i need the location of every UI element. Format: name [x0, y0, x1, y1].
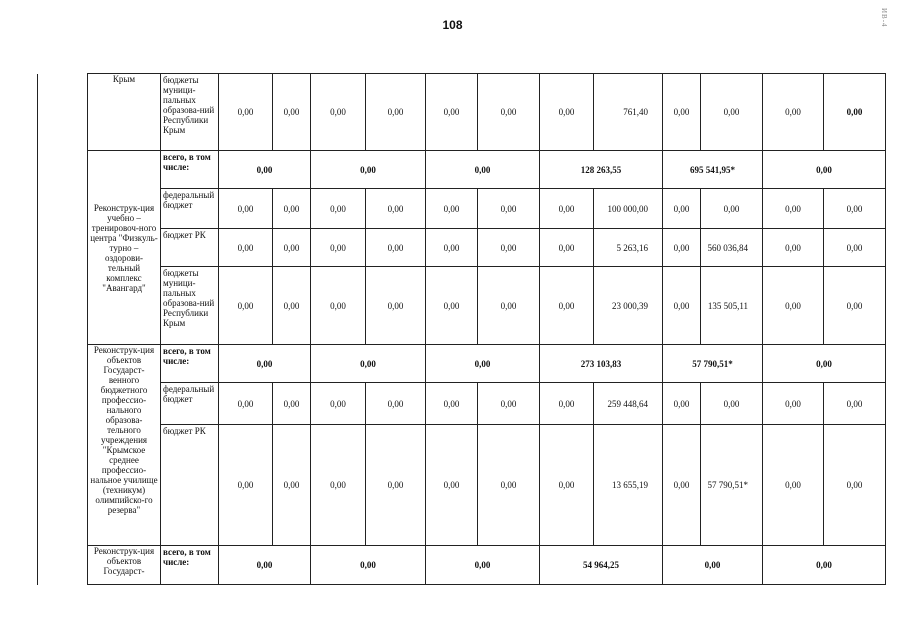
table-row [38, 546, 886, 585]
value-cell: 57 790,51* [701, 425, 763, 546]
value-cell: 0,00 [366, 189, 426, 229]
source-cell: бюджет РК [161, 229, 219, 267]
value-cell: 0,00 [311, 383, 366, 425]
table-row [38, 267, 886, 345]
total-cell: 54 964,25 [540, 546, 663, 585]
value-cell: 0,00 [219, 383, 273, 425]
value-cell: 0,00 [540, 267, 594, 345]
value-cell: 0,00 [540, 383, 594, 425]
source-cell: бюджет РК [161, 425, 219, 546]
value-cell: 100 000,00 [594, 189, 663, 229]
value-cell: 0,00 [478, 74, 540, 151]
value-cell: 0,00 [540, 229, 594, 267]
value-cell: 0,00 [824, 383, 886, 425]
page-number: 108 [442, 18, 463, 32]
value-cell: 0,00 [273, 74, 311, 151]
total-cell: 273 103,83 [540, 345, 663, 383]
value-cell: 0,00 [478, 189, 540, 229]
total-cell: 128 263,55 [540, 151, 663, 189]
value-cell: 0,00 [478, 267, 540, 345]
table-row [38, 383, 886, 425]
total-cell: 0,00 [663, 546, 763, 585]
value-cell: 0,00 [273, 189, 311, 229]
value-cell: 0,00 [663, 267, 701, 345]
value-cell: 0,00 [663, 74, 701, 151]
source-cell: всего, в том числе: [161, 151, 219, 189]
total-cell: 0,00 [219, 345, 311, 383]
total-cell: 0,00 [219, 546, 311, 585]
value-cell: 0,00 [366, 425, 426, 546]
value-cell: 0,00 [478, 229, 540, 267]
source-cell: бюджеты муници-пальных образова-ний Республики Крым [161, 74, 219, 151]
value-cell: 0,00 [824, 229, 886, 267]
value-cell: 13 655,19 [594, 425, 663, 546]
value-cell: 560 036,84 [701, 229, 763, 267]
value-cell: 0,00 [219, 425, 273, 546]
value-cell: 0,00 [540, 425, 594, 546]
source-cell: федеральный бюджет [161, 383, 219, 425]
value-cell: 0,00 [763, 229, 824, 267]
value-cell: 0,00 [763, 267, 824, 345]
value-cell: 0,00 [824, 189, 886, 229]
value-cell: 0,00 [426, 383, 478, 425]
value-cell: 0,00 [219, 189, 273, 229]
value-cell: 0,00 [311, 189, 366, 229]
value-cell: 0,00 [824, 425, 886, 546]
value-cell: 0,00 [273, 383, 311, 425]
value-cell: 259 448,64 [594, 383, 663, 425]
value-cell: 0,00 [311, 74, 366, 151]
object-cell: Реконструк-ция учебно – тренировоч-ного центра "Физкуль-турно – оздорови-тельный комплекс "Авангард" [88, 151, 161, 345]
table-row [38, 229, 886, 267]
value-cell: 0,00 [366, 383, 426, 425]
source-cell: всего, в том числе: [161, 345, 219, 383]
value-cell: 0,00 [540, 74, 594, 151]
value-cell: 0,00 [311, 229, 366, 267]
value-cell: 0,00 [311, 425, 366, 546]
total-cell: 0,00 [426, 546, 540, 585]
value-cell: 23 000,39 [594, 267, 663, 345]
value-cell: 0,00 [663, 425, 701, 546]
total-cell: 57 790,51* [663, 345, 763, 383]
value-cell: 0,00 [540, 189, 594, 229]
value-cell: 761,40 [594, 74, 663, 151]
object-cell: Реконструк-ция объектов Государст- [88, 546, 161, 585]
value-cell: 0,00 [219, 267, 273, 345]
total-cell: 0,00 [426, 151, 540, 189]
value-cell: 0,00 [701, 74, 763, 151]
value-cell: 0,00 [824, 267, 886, 345]
value-cell: 0,00 [763, 189, 824, 229]
value-cell: 0,00 [426, 74, 478, 151]
value-cell: 0,00 [763, 74, 824, 151]
value-cell: 0,00 [366, 74, 426, 151]
value-cell: 0,00 [426, 189, 478, 229]
value-cell: 0,00 [763, 383, 824, 425]
value-cell: 0,00 [663, 229, 701, 267]
total-cell: 0,00 [311, 345, 426, 383]
total-cell: 0,00 [311, 151, 426, 189]
value-cell: 0,00 [273, 229, 311, 267]
value-cell: 0,00 [824, 74, 886, 151]
total-cell: 0,00 [763, 345, 886, 383]
source-cell: федеральный бюджет [161, 189, 219, 229]
value-cell: 0,00 [219, 229, 273, 267]
table-row [38, 189, 886, 229]
value-cell: 0,00 [426, 267, 478, 345]
value-cell: 0,00 [701, 189, 763, 229]
source-cell: бюджеты муници-пальных образова-ний Республики Крым [161, 267, 219, 345]
value-cell: 0,00 [426, 229, 478, 267]
table-row [38, 151, 886, 189]
value-cell: 0,00 [366, 267, 426, 345]
total-cell: 0,00 [426, 345, 540, 383]
value-cell: 0,00 [273, 425, 311, 546]
value-cell: 0,00 [219, 74, 273, 151]
value-cell: 0,00 [663, 189, 701, 229]
total-cell: 0,00 [763, 546, 886, 585]
value-cell: 0,00 [763, 425, 824, 546]
value-cell: 0,00 [701, 383, 763, 425]
table-row [38, 345, 886, 383]
blank-column [38, 74, 88, 585]
value-cell: 0,00 [426, 425, 478, 546]
budget-table [37, 73, 886, 585]
value-cell: 5 263,16 [594, 229, 663, 267]
object-cell: Крым [88, 74, 161, 151]
value-cell: 135 505,11 [701, 267, 763, 345]
value-cell: 0,00 [478, 425, 540, 546]
value-cell: 0,00 [311, 267, 366, 345]
total-cell: 0,00 [311, 546, 426, 585]
total-cell: 695 541,95* [663, 151, 763, 189]
table-row [38, 74, 886, 151]
value-cell: 0,00 [366, 229, 426, 267]
value-cell: 0,00 [478, 383, 540, 425]
source-cell: всего, в том числе: [161, 546, 219, 585]
scan-mark: ИВ-4 [880, 8, 888, 28]
total-cell: 0,00 [219, 151, 311, 189]
value-cell: 0,00 [273, 267, 311, 345]
value-cell: 0,00 [663, 383, 701, 425]
total-cell: 0,00 [763, 151, 886, 189]
object-cell: Реконструк-ция объектов Государст-венного бюджетного профессио-нального образова-тельного учреждения "Крымское среднее профессио-нальное училище (техникум) олимпийско-го резерва" [88, 345, 161, 546]
table-row [38, 425, 886, 546]
